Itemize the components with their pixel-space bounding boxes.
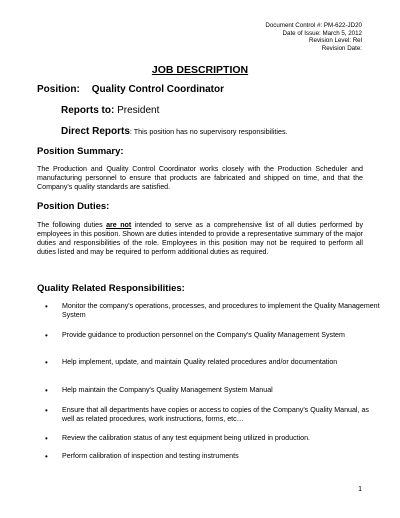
document-control-block bbox=[265, 22, 362, 52]
position-summary-heading: Position Summary: bbox=[37, 146, 124, 157]
position-line bbox=[37, 84, 224, 95]
reports-to-label: Reports to: bbox=[61, 105, 115, 116]
position-duties-text bbox=[37, 221, 363, 257]
duties-text-before: The following duties bbox=[37, 221, 107, 229]
page-number: 1 bbox=[358, 486, 362, 493]
list-item: • Ensure that all departments have copies or access to copies of the Company's Quality Manual, as well as related procedures, work instructions, forms, etc… bbox=[45, 406, 382, 424]
direct-reports-value: : This position has no supervisory responsibilities. bbox=[129, 127, 288, 136]
list-item: • Provide guidance to production personnel on the Company's Quality Management System bbox=[45, 331, 382, 340]
position-duties-heading: Position Duties: bbox=[37, 201, 110, 212]
date-of-issue: Date of Issue: March 5, 2012 bbox=[282, 29, 362, 37]
duties-text-after: intended to serve as a comprehensive list of all duties performed by employees in this position. Shown are duties intended to provide a representative summary of the major duties and responsibilities of the role. Employees in this position may not be required to perform all duties listed and may be required to perform additional duties as required. bbox=[37, 221, 363, 256]
list-item: • Monitor the company's operations, processes, and procedures to implement the Quality Management System bbox=[45, 302, 382, 320]
duties-emphasis: are not bbox=[106, 221, 132, 229]
reports-to-value: President bbox=[114, 105, 160, 116]
document-title: JOB DESCRIPTION bbox=[151, 64, 249, 76]
revision-date: Revision Date: bbox=[321, 44, 362, 52]
list-item: • Help implement, update, and maintain Quality related procedures and/or documentation bbox=[45, 358, 382, 367]
direct-reports-label: Direct Reports bbox=[61, 126, 130, 137]
list-item: • Review the calibration status of any test equipment being utilized in production. bbox=[45, 434, 382, 443]
list-item: • Perform calibration of inspection and testing instruments bbox=[45, 452, 382, 461]
document-control-number: Document Control #: PM-622-JD20 bbox=[265, 22, 362, 29]
position-summary-text: The Production and Quality Control Coordinator works closely with the Production Scheduler and manufacturing personnel to ensure that products are fabricated and shipped on time, and that the Company's quality standards are satisfied. bbox=[37, 165, 363, 191]
quality-responsibilities-heading: Quality Related Responsibilities: bbox=[37, 283, 185, 294]
direct-reports-line bbox=[61, 126, 288, 137]
position-label: Position: bbox=[37, 84, 80, 95]
position-value: Quality Control Coordinator bbox=[91, 84, 224, 95]
list-item: • Help maintain the Company's Quality Management System Manual bbox=[45, 386, 382, 395]
revision-level: Revision Level: Rel bbox=[309, 37, 362, 45]
reports-to-line bbox=[61, 105, 159, 116]
